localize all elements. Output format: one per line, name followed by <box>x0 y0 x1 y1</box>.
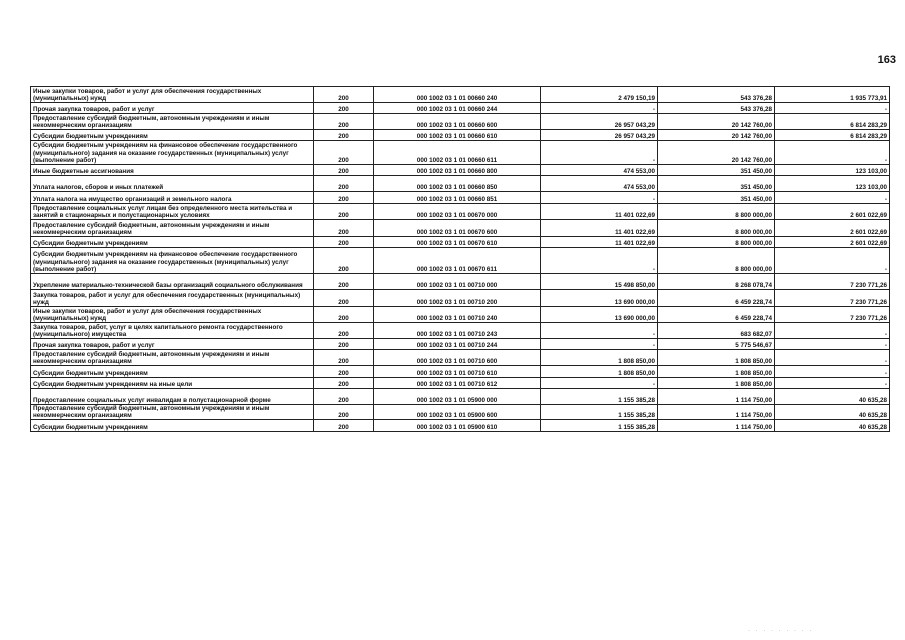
row-code-cell: 200 <box>314 405 374 420</box>
row-amount-2-cell: 20 142 760,00 <box>658 114 775 130</box>
row-code-cell: 200 <box>314 204 374 220</box>
row-amount-2-cell: 5 775 546,67 <box>658 339 775 350</box>
row-code-cell: 200 <box>314 307 374 323</box>
row-classification-cell: 000 1002 03 1 01 00660 240 <box>374 87 541 103</box>
row-amount-1-cell: 13 690 000,00 <box>541 307 658 323</box>
table-row <box>31 141 890 165</box>
row-amount-3-cell: 7 230 771,26 <box>775 274 890 290</box>
row-classification-cell: 000 1002 03 1 01 00660 851 <box>374 192 541 204</box>
row-amount-2-cell: 6 459 228,74 <box>658 290 775 307</box>
row-amount-2-cell: 20 142 760,00 <box>658 141 775 165</box>
row-name-cell: Предоставление субсидий бюджетным, автономным учреждениям и иным некоммерческим организациям <box>31 350 314 366</box>
row-amount-2-cell: 8 800 000,00 <box>658 220 775 237</box>
table-row <box>31 237 890 248</box>
row-amount-1-cell: - <box>541 378 658 389</box>
row-amount-3-cell: 123 103,00 <box>775 165 890 176</box>
row-amount-1-cell: 26 957 043,29 <box>541 130 658 141</box>
row-amount-2-cell: 683 682,07 <box>658 323 775 339</box>
row-code-cell: 200 <box>314 290 374 307</box>
row-amount-2-cell: 1 114 750,00 <box>658 389 775 405</box>
row-classification-cell: 000 1002 03 1 01 05900 610 <box>374 420 541 432</box>
row-amount-1-cell: 11 401 022,69 <box>541 204 658 220</box>
row-code-cell: 200 <box>314 165 374 176</box>
row-classification-cell: 000 1002 03 1 01 00670 611 <box>374 248 541 274</box>
row-name-cell: Уплата налогов, сборов и иных платежей <box>31 176 314 192</box>
row-name-cell: Закупка товаров, работ и услуг для обеспечения государственных (муниципальных) нужд <box>31 290 314 307</box>
row-name-cell: Иные бюджетные ассигнования <box>31 165 314 176</box>
table-row <box>31 274 890 290</box>
row-amount-2-cell: 8 800 000,00 <box>658 248 775 274</box>
row-amount-2-cell: 543 376,28 <box>658 87 775 103</box>
row-name-cell: Предоставление субсидий бюджетным, автономным учреждениям и иным некоммерческим организациям <box>31 405 314 420</box>
table-body <box>31 87 890 432</box>
row-amount-2-cell: 8 800 000,00 <box>658 204 775 220</box>
row-classification-cell: 000 1002 03 1 01 00660 611 <box>374 141 541 165</box>
row-name-cell: Субсидии бюджетным учреждениям <box>31 420 314 432</box>
row-amount-1-cell: 1 808 850,00 <box>541 366 658 378</box>
row-code-cell: 200 <box>314 220 374 237</box>
row-amount-1-cell: - <box>541 339 658 350</box>
row-amount-3-cell: - <box>775 103 890 114</box>
row-name-cell: Прочая закупка товаров, работ и услуг <box>31 339 314 350</box>
table-row <box>31 87 890 103</box>
row-name-cell: Укрепление материально-технической базы организаций социального обслуживания <box>31 274 314 290</box>
row-amount-1-cell: - <box>541 248 658 274</box>
row-classification-cell: 000 1002 03 1 01 05900 000 <box>374 389 541 405</box>
table-row <box>31 248 890 274</box>
row-amount-2-cell: 351 450,00 <box>658 176 775 192</box>
row-amount-2-cell: 20 142 760,00 <box>658 130 775 141</box>
row-amount-3-cell: 2 601 022,69 <box>775 237 890 248</box>
row-code-cell: 200 <box>314 130 374 141</box>
row-code-cell: 200 <box>314 366 374 378</box>
row-classification-cell: 000 1002 03 1 01 00660 850 <box>374 176 541 192</box>
row-amount-3-cell: - <box>775 248 890 274</box>
row-code-cell: 200 <box>314 192 374 204</box>
row-code-cell: 200 <box>314 237 374 248</box>
row-amount-2-cell: 543 376,28 <box>658 103 775 114</box>
row-classification-cell: 000 1002 03 1 01 00670 600 <box>374 220 541 237</box>
row-classification-cell: 000 1002 03 1 01 00660 244 <box>374 103 541 114</box>
row-name-cell: Субсидии бюджетным учреждениям <box>31 366 314 378</box>
row-amount-3-cell: - <box>775 323 890 339</box>
row-name-cell: Предоставление социальных услуг лицам без определенного места жительства и занятий в стационарных и полустационарных условиях <box>31 204 314 220</box>
row-code-cell: 200 <box>314 248 374 274</box>
row-amount-1-cell: 474 553,00 <box>541 176 658 192</box>
row-code-cell: 200 <box>314 389 374 405</box>
table-row <box>31 307 890 323</box>
row-name-cell: Предоставление субсидий бюджетным, автономным учреждениям и иным некоммерческим организациям <box>31 220 314 237</box>
row-classification-cell: 000 1002 03 1 01 00710 243 <box>374 323 541 339</box>
row-classification-cell: 000 1002 03 1 01 00710 000 <box>374 274 541 290</box>
row-amount-1-cell: - <box>541 103 658 114</box>
table-row <box>31 420 890 432</box>
table-row <box>31 389 890 405</box>
row-code-cell: 200 <box>314 103 374 114</box>
row-amount-1-cell: 1 155 385,28 <box>541 405 658 420</box>
row-amount-1-cell: 15 498 850,00 <box>541 274 658 290</box>
row-amount-3-cell: 40 635,28 <box>775 420 890 432</box>
row-amount-2-cell: 351 450,00 <box>658 165 775 176</box>
row-code-cell: 200 <box>314 114 374 130</box>
row-amount-1-cell: 474 553,00 <box>541 165 658 176</box>
row-name-cell: Субсидии бюджетным учреждениям <box>31 237 314 248</box>
row-amount-2-cell: 8 800 000,00 <box>658 237 775 248</box>
row-amount-3-cell: - <box>775 378 890 389</box>
row-amount-1-cell: 11 401 022,69 <box>541 237 658 248</box>
table-row <box>31 350 890 366</box>
row-name-cell: Субсидии бюджетным учреждениям на иные цели <box>31 378 314 389</box>
row-amount-1-cell: 1 155 385,28 <box>541 420 658 432</box>
page-number: 163 <box>877 54 896 66</box>
row-code-cell: 200 <box>314 378 374 389</box>
row-classification-cell: 000 1002 03 1 01 00670 610 <box>374 237 541 248</box>
row-amount-3-cell: 7 230 771,26 <box>775 290 890 307</box>
row-amount-3-cell: 7 230 771,26 <box>775 307 890 323</box>
row-amount-3-cell: 6 814 283,29 <box>775 130 890 141</box>
row-code-cell: 200 <box>314 141 374 165</box>
row-name-cell: Закупка товаров, работ, услуг в целях капитального ремонта государственного (муниципального) имущества <box>31 323 314 339</box>
table-row <box>31 366 890 378</box>
row-name-cell: Субсидии бюджетным учреждениям на финансовое обеспечение государственного (муниципального) задания на оказание государственных (муниципальных) услуг (выполнение работ) <box>31 248 314 274</box>
row-amount-3-cell: 40 635,28 <box>775 405 890 420</box>
row-code-cell: 200 <box>314 323 374 339</box>
row-code-cell: 200 <box>314 420 374 432</box>
table-row <box>31 339 890 350</box>
table-row <box>31 323 890 339</box>
row-classification-cell: 000 1002 03 1 01 00660 610 <box>374 130 541 141</box>
table-row <box>31 114 890 130</box>
row-amount-2-cell: 1 808 850,00 <box>658 378 775 389</box>
row-code-cell: 200 <box>314 176 374 192</box>
row-amount-2-cell: 8 268 078,74 <box>658 274 775 290</box>
row-amount-1-cell: 1 155 385,28 <box>541 389 658 405</box>
table-row <box>31 192 890 204</box>
table-row <box>31 378 890 389</box>
table-row <box>31 204 890 220</box>
row-amount-3-cell: 6 814 283,29 <box>775 114 890 130</box>
row-amount-1-cell: 13 690 000,00 <box>541 290 658 307</box>
row-amount-2-cell: 6 459 228,74 <box>658 307 775 323</box>
row-amount-2-cell: 351 450,00 <box>658 192 775 204</box>
budget-execution-table <box>30 86 890 432</box>
row-code-cell: 200 <box>314 274 374 290</box>
row-name-cell: Предоставление субсидий бюджетным, автономным учреждениям и иным некоммерческим организациям <box>31 114 314 130</box>
row-amount-2-cell: 1 808 850,00 <box>658 366 775 378</box>
row-amount-3-cell: 2 601 022,69 <box>775 204 890 220</box>
row-amount-1-cell: - <box>541 141 658 165</box>
row-name-cell: Субсидии бюджетным учреждениям <box>31 130 314 141</box>
table-row <box>31 165 890 176</box>
row-amount-3-cell: - <box>775 350 890 366</box>
row-amount-3-cell: - <box>775 192 890 204</box>
row-amount-3-cell: 2 601 022,69 <box>775 220 890 237</box>
row-classification-cell: 000 1002 03 1 01 00710 200 <box>374 290 541 307</box>
row-code-cell: 200 <box>314 87 374 103</box>
table-row <box>31 290 890 307</box>
row-classification-cell: 000 1002 03 1 01 00660 800 <box>374 165 541 176</box>
row-amount-3-cell: 123 103,00 <box>775 176 890 192</box>
table-row <box>31 405 890 420</box>
row-classification-cell: 000 1002 03 1 01 00670 000 <box>374 204 541 220</box>
row-classification-cell: 000 1002 03 1 01 00710 610 <box>374 366 541 378</box>
row-amount-1-cell: - <box>541 323 658 339</box>
table-row <box>31 103 890 114</box>
row-name-cell: Иные закупки товаров, работ и услуг для обеспечения государственных (муниципальных) нужд <box>31 87 314 103</box>
row-classification-cell: 000 1002 03 1 01 00710 600 <box>374 350 541 366</box>
row-amount-1-cell: 2 479 150,19 <box>541 87 658 103</box>
row-amount-2-cell: 1 114 750,00 <box>658 420 775 432</box>
row-amount-2-cell: 1 114 750,00 <box>658 405 775 420</box>
row-amount-3-cell: 40 635,28 <box>775 389 890 405</box>
row-name-cell: Предоставление социальных услуг инвалидам в полустационарной форме <box>31 389 314 405</box>
row-amount-1-cell: 1 808 850,00 <box>541 350 658 366</box>
table-row <box>31 130 890 141</box>
row-code-cell: 200 <box>314 339 374 350</box>
row-name-cell: Иные закупки товаров, работ и услуг для обеспечения государственных (муниципальных) нужд <box>31 307 314 323</box>
row-classification-cell: 000 1002 03 1 01 00710 240 <box>374 307 541 323</box>
row-classification-cell: 000 1002 03 1 01 00660 600 <box>374 114 541 130</box>
row-amount-1-cell: 26 957 043,29 <box>541 114 658 130</box>
row-amount-3-cell: - <box>775 366 890 378</box>
row-classification-cell: 000 1002 03 1 01 05900 600 <box>374 405 541 420</box>
row-amount-3-cell: - <box>775 141 890 165</box>
row-amount-1-cell: 11 401 022,69 <box>541 220 658 237</box>
row-name-cell: Уплата налога на имущество организаций и земельного налога <box>31 192 314 204</box>
table-row <box>31 176 890 192</box>
row-classification-cell: 000 1002 03 1 01 00710 244 <box>374 339 541 350</box>
row-name-cell: Прочая закупка товаров, работ и услуг <box>31 103 314 114</box>
row-amount-1-cell: - <box>541 192 658 204</box>
row-amount-2-cell: 1 808 850,00 <box>658 350 775 366</box>
scan-artifact: · · · · · · · · · <box>748 628 814 634</box>
table-row <box>31 220 890 237</box>
row-code-cell: 200 <box>314 350 374 366</box>
row-amount-3-cell: 1 935 773,91 <box>775 87 890 103</box>
row-classification-cell: 000 1002 03 1 01 00710 612 <box>374 378 541 389</box>
row-amount-3-cell: - <box>775 339 890 350</box>
row-name-cell: Субсидии бюджетным учреждениям на финансовое обеспечение государственного (муниципального) задания на оказание государственных (муниципальных) услуг (выполнение работ) <box>31 141 314 165</box>
